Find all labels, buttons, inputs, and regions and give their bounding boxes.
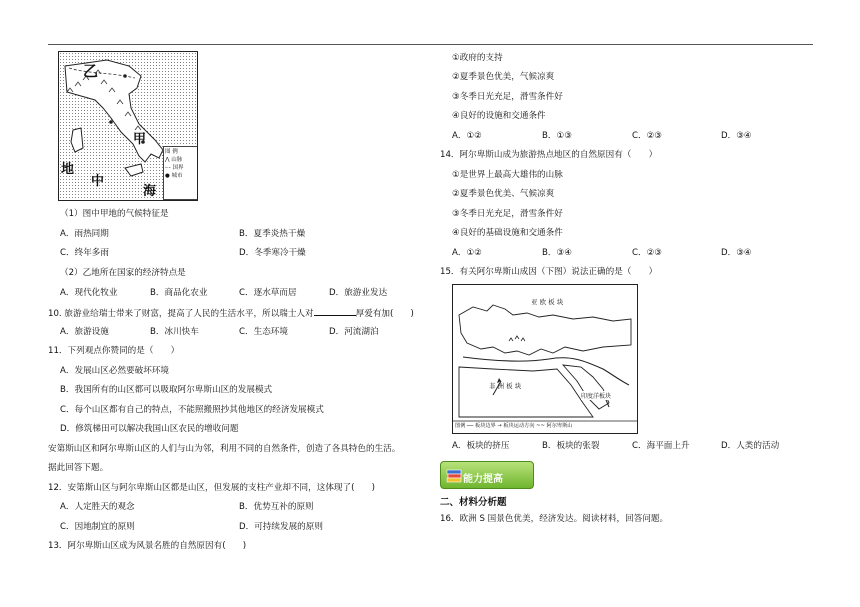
q11-option-a[interactable]: A．发展山区必然要破坏环境 <box>60 366 170 376</box>
q13-option-d[interactable]: D．③④ <box>721 131 752 141</box>
q12-option-d[interactable]: D．可持续发展的原则 <box>239 522 323 532</box>
passage-line-1: 安第斯山区和阿尔卑斯山区的人们与山为邻，利用不同的自然条件，创造了各具特色的生活。 <box>48 444 401 454</box>
plate-legend-boundary: 板块边界 <box>474 423 496 429</box>
q12-option-a[interactable]: A．人定胜天的观念 <box>60 502 135 512</box>
map-label-yi: 乙 <box>83 62 99 80</box>
q14-stem: 14．阿尔卑斯山成为旅游热点地区的自然原因有（ ） <box>440 150 658 160</box>
q10-stem-part-a: 10. 旅游业给瑞士带来了财富，提高了人民的生活水平，所以瑞士人对 <box>48 309 314 319</box>
q12-stem: 12．安第斯山区与阿尔卑斯山区都是山区，但发展的支柱产业却不同，这体现了( ) <box>48 483 376 493</box>
q11-option-c[interactable]: C．每个山区都有自己的特点，不能照搬照抄其他地区的经济发展模式 <box>60 405 324 415</box>
q16-stem: 16．欧洲 S 国景色优美，经济发达。阅读材料，回答问题。 <box>440 514 669 524</box>
q15-option-c[interactable]: C．海平面上升 <box>632 441 690 451</box>
q12-option-c[interactable]: C．因地制宜的原则 <box>60 522 135 532</box>
q9-1-option-d[interactable]: D．冬季寒冷干燥 <box>239 248 306 258</box>
q9-1-option-a[interactable]: A．雨热同期 <box>60 229 109 239</box>
q9-2-option-c[interactable]: C．逐水草而居 <box>239 288 297 298</box>
motion-arrow-icon: → <box>497 423 504 429</box>
q14-option-a[interactable]: A．①② <box>452 248 482 258</box>
map-label-zhong: 中 <box>91 174 105 189</box>
map-legend <box>163 146 198 200</box>
q14-statement-4: ④良好的基础设施和交通条件 <box>452 228 563 238</box>
q15-option-a[interactable]: A．板块的挤压 <box>452 441 510 451</box>
q11-option-d[interactable]: D．修筑梯田可以解决我国山区农民的增收问题 <box>60 424 239 434</box>
q9-2-stem: （2）乙地所在国家的经济特点是 <box>60 268 186 278</box>
q11-stem: 11．下列观点你赞同的是（ ） <box>48 346 180 356</box>
legend-title: 图 例 <box>165 149 178 155</box>
plate-label-indian: 印度洋板块 <box>581 393 612 400</box>
plate-legend-motion: 板块运动方向 <box>503 423 535 429</box>
plate-map-legend <box>455 422 572 431</box>
q10-option-c[interactable]: C．生态环境 <box>239 327 288 337</box>
q14-statement-2: ②夏季景色优美、气候凉爽 <box>452 189 555 199</box>
q10-stem <box>48 307 414 320</box>
passage-line-2: 据此回答下题。 <box>48 463 109 473</box>
q10-option-a[interactable]: A．旅游设施 <box>60 327 109 337</box>
q14-option-d[interactable]: D．③④ <box>721 248 752 258</box>
q14-statement-3: ③冬季日光充足，滑雪条件好 <box>452 209 563 219</box>
q11-option-b[interactable]: B．我国所有的山区都可以吸取阿尔卑斯山区的发展模式 <box>60 385 273 395</box>
plate-label-eurasia: 亚 欧 板 块 <box>531 298 564 306</box>
q13-option-b[interactable]: B．①③ <box>542 131 572 141</box>
map-label-hai: 海 <box>143 184 157 199</box>
q13-statement-1: ①政府的支持 <box>452 53 503 63</box>
q9-1-option-b[interactable]: B．夏季炎热干燥 <box>239 229 306 239</box>
map-label-jia: 甲 <box>133 132 147 147</box>
city-legend-icon: ● <box>165 173 172 179</box>
map-label-di: 地 <box>61 162 75 177</box>
q13-statement-4: ④良好的设施和交通条件 <box>452 111 546 121</box>
alps-mark-icon: ~~ <box>536 423 547 429</box>
q10-blank <box>314 307 356 316</box>
q13-option-a[interactable]: A．①② <box>452 131 482 141</box>
legend-city: ● 城市 <box>165 173 183 179</box>
plate-legend-title: 图例 <box>455 423 466 429</box>
q9-2-option-b[interactable]: B．商品化农业 <box>150 288 208 298</box>
q10-option-d[interactable]: D．河流湖泊 <box>329 327 379 337</box>
q13-statement-3: ③冬季日光充足，滑雪条件好 <box>452 92 563 102</box>
section-title: 二、材料分析题 <box>440 497 507 508</box>
q13-stem: 13．阿尔卑斯山区成为风景名胜的自然原因有( ) <box>48 541 247 551</box>
q14-option-b[interactable]: B．③④ <box>542 248 572 258</box>
q15-option-d[interactable]: D．人类的活动 <box>721 441 780 451</box>
plate-label-africa: 非 洲 板 块 <box>489 382 522 390</box>
q10-option-b[interactable]: B．冰川快车 <box>150 327 199 337</box>
italy-map <box>58 51 198 201</box>
q14-statement-1: ①是世界上最高大雄伟的山脉 <box>452 170 563 180</box>
q13-option-c[interactable]: C．②③ <box>632 131 663 141</box>
q15-stem: 15．有关阿尔卑斯山成因（下图）说法正确的是（ ） <box>440 267 658 277</box>
q9-2-option-a[interactable]: A．现代化牧业 <box>60 288 118 298</box>
boundary-line-icon: ── <box>467 423 475 429</box>
ability-badge <box>440 461 534 489</box>
q9-2-option-d[interactable]: D．旅游业发达 <box>329 288 388 298</box>
q14-option-c[interactable]: C．②③ <box>632 248 663 258</box>
mountain-legend-icon: ⋀ <box>165 157 172 163</box>
q9-1-option-c[interactable]: C．终年多雨 <box>60 248 109 258</box>
q12-option-b[interactable]: B．优势互补的原则 <box>239 502 314 512</box>
legend-mountain: ⋀ 山脉 <box>165 157 183 163</box>
q9-1-stem: （1）图中甲地的气候特征是 <box>60 209 169 219</box>
ability-badge-label: 能力提高 <box>463 474 503 485</box>
plate-legend-alps: 阿尔卑斯山 <box>546 423 573 429</box>
legend-border: -·- 国界 <box>165 165 184 171</box>
q15-option-b[interactable]: B．板块的张裂 <box>542 441 600 451</box>
books-icon <box>446 467 462 484</box>
border-legend-icon: -·- <box>165 165 173 171</box>
plate-map-svg <box>453 285 637 433</box>
header-rule <box>48 44 813 45</box>
q10-stem-part-b: 厚爱有加( ) <box>355 309 414 319</box>
plate-map <box>452 284 638 434</box>
q13-statement-2: ②夏季景色优美，气候凉爽 <box>452 72 555 82</box>
